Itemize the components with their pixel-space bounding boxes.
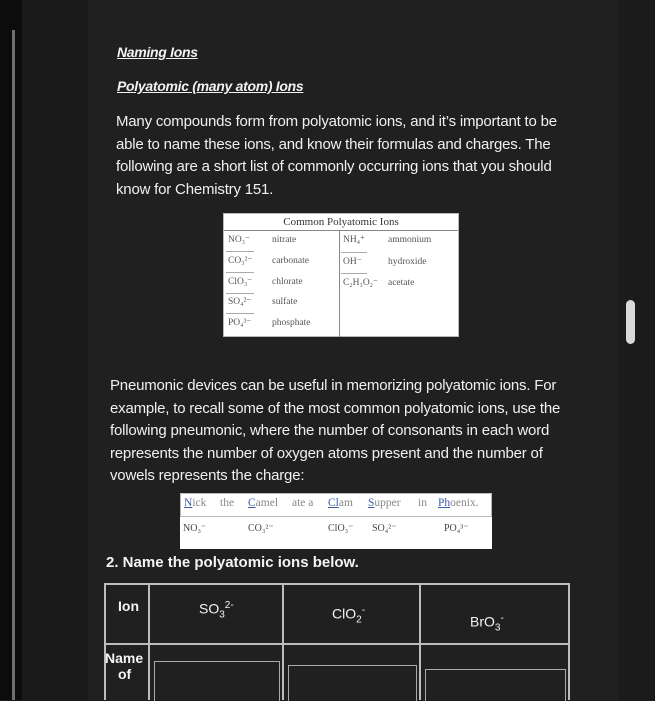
ion-formula: NO₃⁻ [228, 235, 251, 245]
formula-box-line [226, 293, 254, 294]
table-border [419, 583, 421, 700]
mnemonic-formula: PO₄³⁻ [444, 523, 469, 534]
mnemonic-word: Phoenix. [438, 497, 479, 509]
formula-box-line [226, 272, 254, 273]
intro-line: Many compounds form from polyatomic ions, and it’s important to be [116, 113, 557, 130]
pneumonic-line: Pneumonic devices can be useful in memorizing polyatomic ions. For [110, 377, 557, 394]
ion-formula: CO₃²⁻ [228, 256, 253, 266]
intro-line: able to name these ions, and know their formulas and charges. The [116, 135, 551, 153]
answer-input-clo2[interactable] [288, 665, 417, 701]
formula-box-line [226, 251, 254, 252]
bezel-edge [12, 30, 15, 700]
pneumonic-line: example, to recall some of the most common polyatomic ions, use the [110, 399, 561, 417]
mnemonic-image [180, 493, 492, 549]
answer-input-bro3[interactable] [425, 669, 566, 701]
heading-polyatomic-ions: Polyatomic (many atom) Ions [117, 78, 304, 94]
ion-table-title: Common Polyatomic Ions [283, 216, 399, 228]
question-2-heading: 2. Name the polyatomic ions below. [106, 554, 359, 571]
row-label-ion: Ion [118, 598, 139, 614]
mnemonic-formula: CO₃²⁻ [248, 523, 274, 534]
ion-formula: ClO₃⁻ [228, 277, 253, 287]
mnemonic-word: Nick [184, 497, 207, 509]
formula-box-line [226, 313, 254, 314]
ion-formula: SO₄²⁻ [228, 297, 252, 307]
answer-input-so3[interactable] [154, 661, 280, 701]
ion-formula: PO₄³⁻ [228, 318, 252, 328]
mnemonic-word: Camel [248, 497, 279, 509]
mnemonic-formula: ClO₃⁻ [328, 523, 354, 534]
ion-formula: OH⁻ [343, 257, 362, 267]
table-border [104, 583, 106, 700]
ion-name: nitrate [272, 235, 297, 245]
table-divider [224, 230, 458, 231]
intro-paragraph [116, 111, 557, 201]
ion-name: ammonium [388, 235, 432, 245]
table-column-divider [339, 231, 340, 337]
mnemonic-word: Clam [328, 497, 353, 509]
mnemonic-formula: NO₃⁻ [183, 523, 207, 534]
formula-box-line [341, 252, 367, 253]
intro-line: following are a short list of commonly occurring ions that you should [116, 158, 552, 175]
formula-box-line [341, 273, 367, 274]
intro-line: know for Chemistry 151. [116, 180, 274, 198]
monitor-bezel-left [0, 0, 22, 700]
pneumonic-paragraph [110, 375, 560, 488]
mnemonic-word: in [418, 497, 427, 509]
ion-name: chlorate [272, 277, 303, 287]
row-label-name-of: Name of [105, 650, 144, 682]
ion-name: phosphate [272, 318, 311, 328]
ion-so3: $SO_3^{2-}$ [199, 600, 234, 621]
table-border [568, 583, 570, 700]
scrollbar-thumb[interactable] [626, 300, 635, 344]
ion-name: carbonate [272, 256, 309, 266]
ion-name: acetate [388, 278, 415, 288]
table-border [104, 583, 570, 585]
pneumonic-line: following pneumonic, where the number of consonants in each word [110, 422, 550, 439]
mnemonic-word: the [220, 497, 235, 509]
table-border [282, 583, 284, 700]
mnemonic-word: ate a [292, 497, 314, 509]
mnemonic-formula: SO₄²⁻ [372, 523, 397, 534]
pneumonic-line: vowels represents the charge: [110, 467, 305, 484]
scroll-track[interactable] [618, 0, 655, 700]
ion-bro3: BrO$_3$- [470, 613, 504, 634]
ion-formula: C₂H₃O₂⁻ [343, 278, 379, 288]
common-polyatomic-ions-table [223, 213, 459, 337]
ion-name: hydroxide [388, 257, 427, 267]
table-border [104, 643, 570, 645]
table-border [148, 583, 150, 700]
ion-formula: NH₄⁺ [343, 235, 366, 245]
pneumonic-line: represents the number of oxygen atoms present and the number of [110, 444, 543, 462]
answer-table [104, 583, 570, 700]
ion-clo2: ClO$_2$- [332, 605, 366, 626]
ion-name: sulfate [272, 297, 298, 307]
mnemonic-word: Supper [368, 497, 401, 509]
heading-naming-ions: Naming Ions [117, 44, 198, 60]
